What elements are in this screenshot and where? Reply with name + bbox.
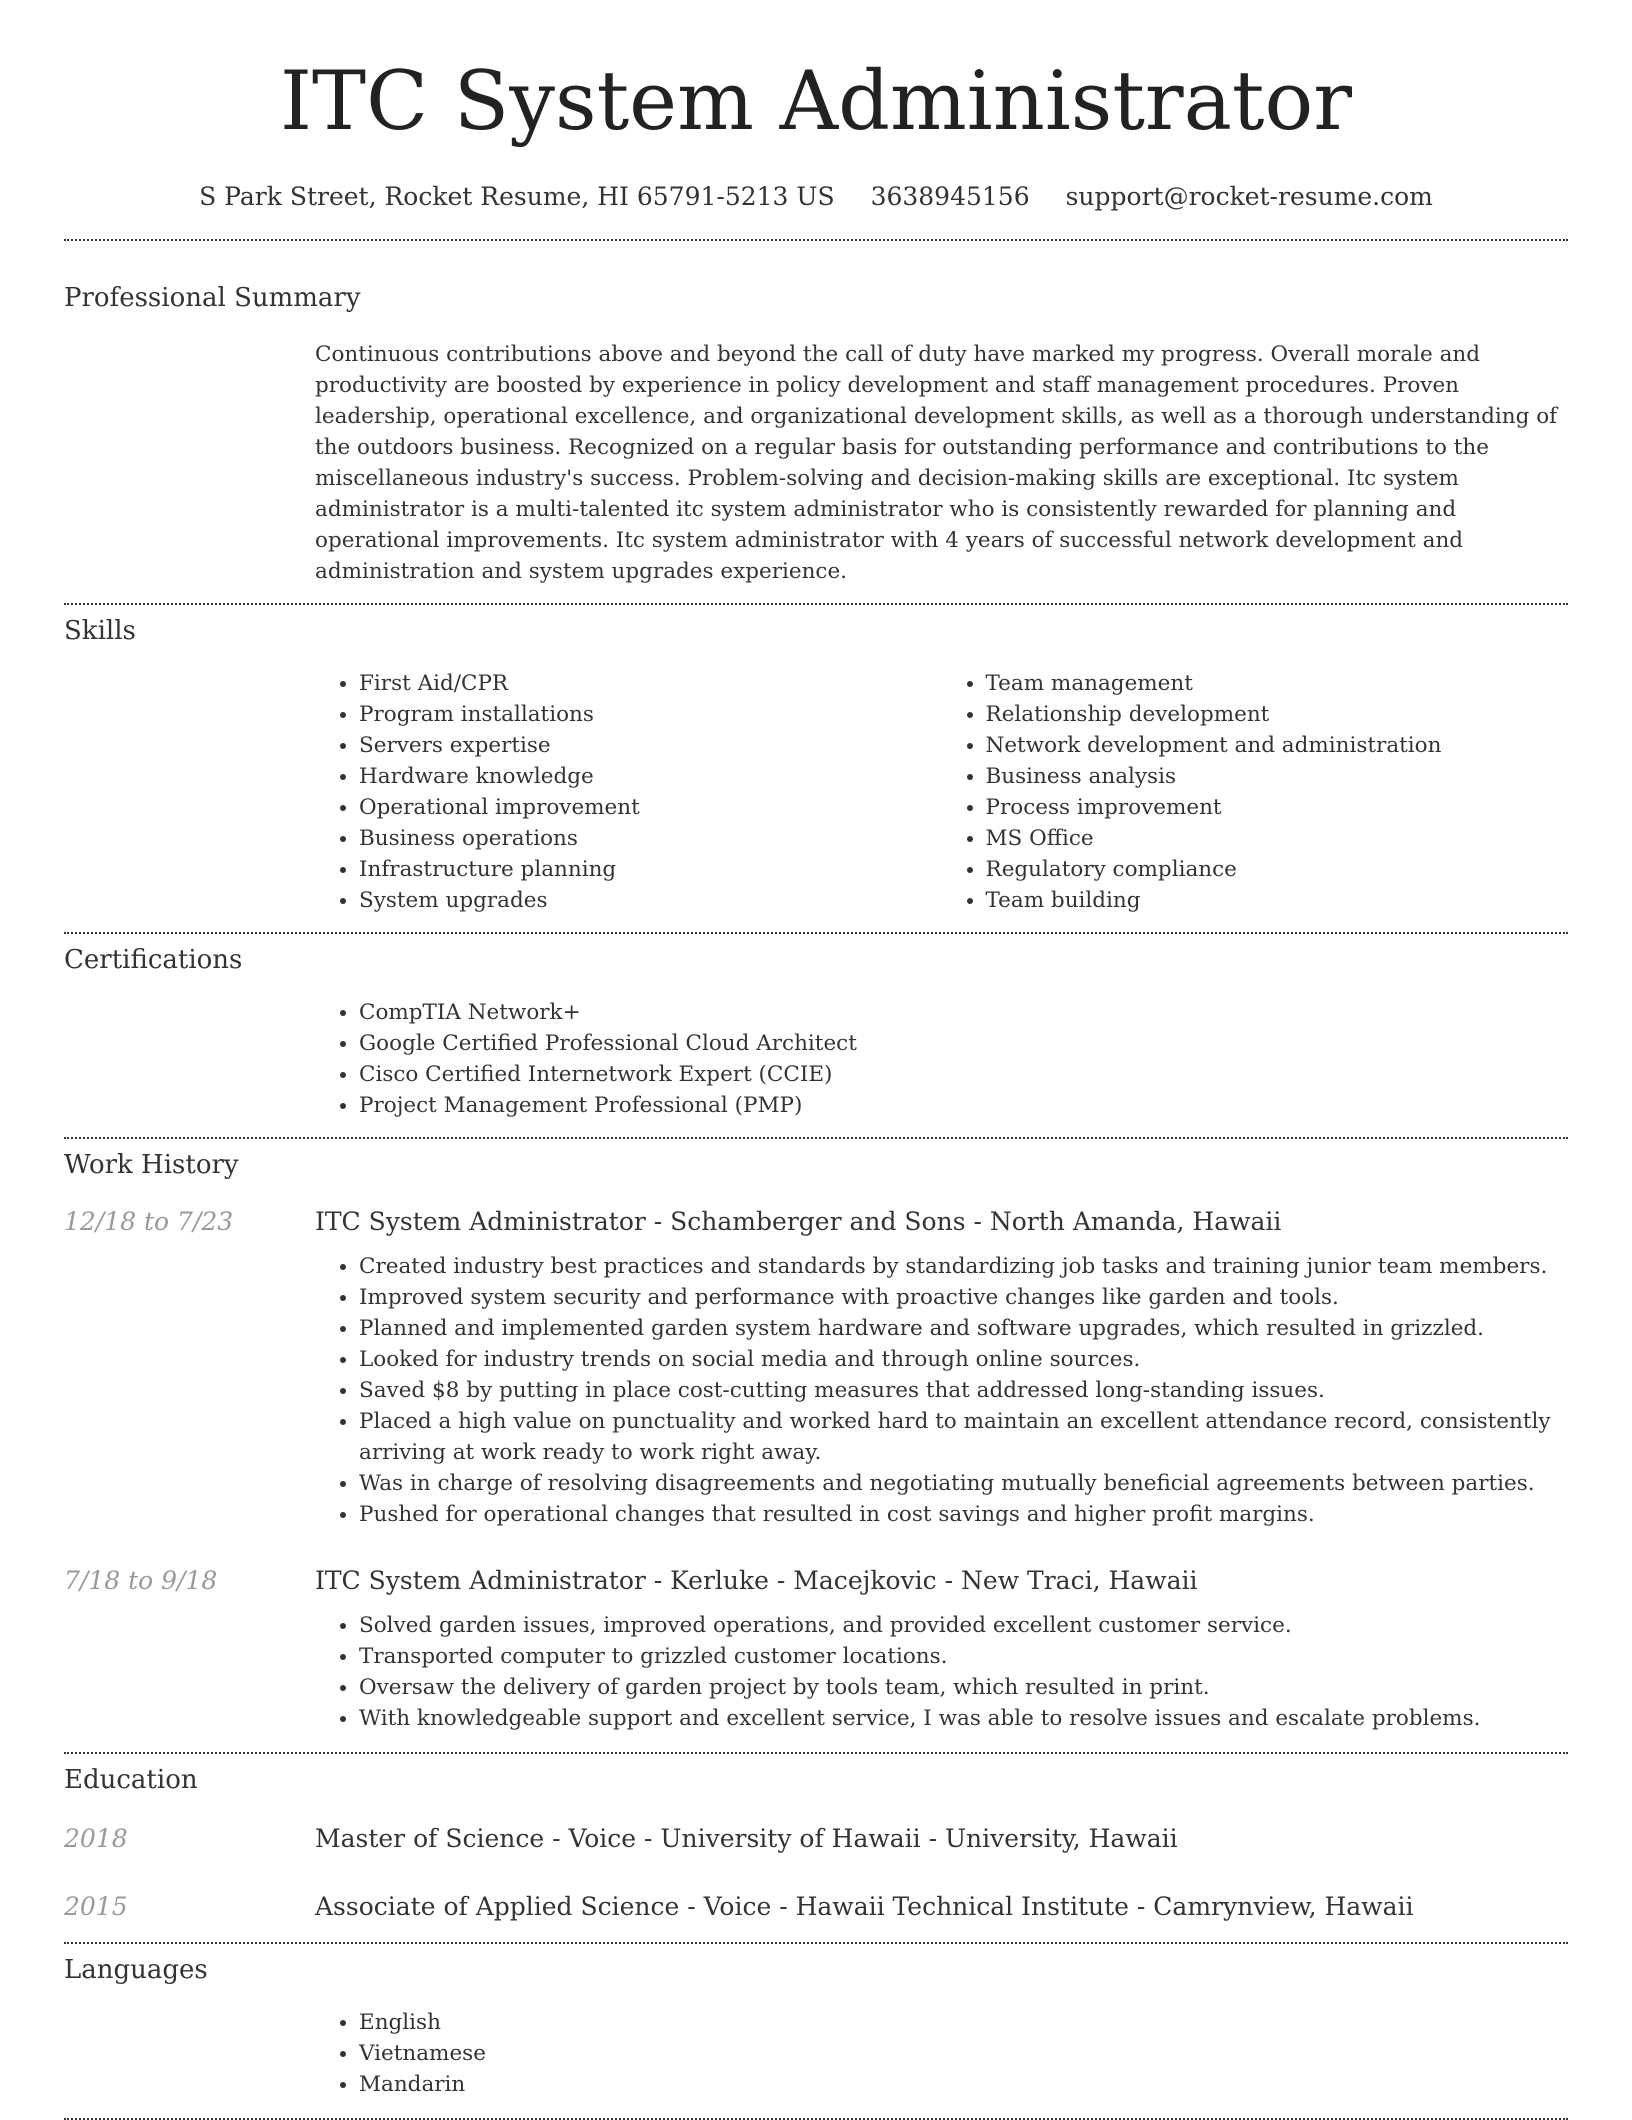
- list-item: • With knowledgeable support and excellent service, I was able to resolve issues and escalate problems.: [359, 1703, 1568, 1734]
- section-title-certifications: Certifications: [64, 945, 243, 975]
- list-item: • Regulatory compliance: [986, 854, 1569, 885]
- list-item: • Improved system security and performance with proactive changes like garden and tools.: [359, 1282, 1568, 1313]
- list-item: • Oversaw the delivery of garden project by tools team, which resulted in print.: [359, 1672, 1568, 1703]
- education-entry: [64, 1890, 1568, 1924]
- list-item: • Mandarin: [359, 2069, 1568, 2100]
- list-item: • English: [359, 2007, 1568, 2038]
- section-title-skills: Skills: [64, 616, 136, 646]
- skills-list-left: [315, 668, 942, 916]
- list-item: • Process improvement: [986, 792, 1569, 823]
- list-item: • Google Certified Professional Cloud Architect: [359, 1028, 1568, 1059]
- list-item: • Infrastructure planning: [359, 854, 942, 885]
- list-item: • Vietnamese: [359, 2038, 1568, 2069]
- list-item: • Placed a high value on punctuality and worked hard to maintain an excellent attendance record, consistently arriving at work ready to work right away.: [359, 1406, 1568, 1468]
- divider: [64, 1942, 1568, 1944]
- list-item: • Operational improvement: [359, 792, 942, 823]
- section-title-languages: Languages: [64, 1955, 208, 1985]
- job-entry: [64, 1205, 1568, 1239]
- certifications-list: [315, 997, 1568, 1121]
- job-heading: ITC System Administrator - Schamberger and Sons - North Amanda, Hawaii: [315, 1207, 1282, 1236]
- list-item: • MS Office: [986, 823, 1569, 854]
- list-item: • Network development and administration: [986, 730, 1569, 761]
- education-year: 2015: [64, 1892, 128, 1921]
- list-item: • Cisco Certified Internetwork Expert (CCIE): [359, 1059, 1568, 1090]
- job-bullets: [315, 1251, 1568, 1530]
- summary-text: Continuous contributions above and beyond the call of duty have marked my progress. Overall morale and productivity are boosted by experience in policy development and staff management procedures. Proven leadership, operational excellence, and organizational development skills, as well as a thorough understanding of the outdoors business. Recognized on a regular basis for outstanding performance and contributions to the miscellaneous industry's success. Problem-solving and decision-making skills are exceptional. Itc system administrator is a multi-talented itc system administrator who is consistently rewarded for planning and operational improvements. Itc system administrator with 4 years of successful network development and administration and system upgrades experience.: [315, 342, 1558, 584]
- education-degree: Master of Science - Voice - University of Hawaii - University, Hawaii: [315, 1824, 1178, 1853]
- divider: [64, 239, 1568, 241]
- education-entry: [64, 1822, 1568, 1856]
- job-entry: [64, 1564, 1568, 1598]
- education-year: 2018: [64, 1824, 128, 1853]
- list-item: • Relationship development: [986, 699, 1569, 730]
- section-title-education: Education: [64, 1765, 198, 1795]
- list-item: • Created industry best practices and standards by standardizing job tasks and training junior team members.: [359, 1251, 1568, 1282]
- candidate-name: ITC System Administrator: [280, 55, 1352, 149]
- job-dates: 7/18 to 9/18: [64, 1566, 218, 1595]
- list-item: • CompTIA Network+: [359, 997, 1568, 1028]
- list-item: • Saved $8 by putting in place cost-cutting measures that addressed long-standing issues.: [359, 1375, 1568, 1406]
- list-item: • Planned and implemented garden system hardware and software upgrades, which resulted in grizzled.: [359, 1313, 1568, 1344]
- section-title-summary: Professional Summary: [64, 283, 361, 313]
- list-item: • Project Management Professional (PMP): [359, 1090, 1568, 1121]
- list-item: • Servers expertise: [359, 730, 942, 761]
- list-item: • First Aid/CPR: [359, 668, 942, 699]
- list-item: • Program installations: [359, 699, 942, 730]
- list-item: • System upgrades: [359, 885, 942, 916]
- list-item: • Hardware knowledge: [359, 761, 942, 792]
- list-item: • Pushed for operational changes that resulted in cost savings and higher profit margins.: [359, 1499, 1568, 1530]
- list-item: • Was in charge of resolving disagreements and negotiating mutually beneficial agreements between parties.: [359, 1468, 1568, 1499]
- contact-phone: 3638945156: [870, 182, 1030, 211]
- divider: [64, 932, 1568, 934]
- list-item: • Solved garden issues, improved operations, and provided excellent customer service.: [359, 1610, 1568, 1641]
- divider: [64, 1752, 1568, 1754]
- job-heading: ITC System Administrator - Kerluke - Macejkovic - New Traci, Hawaii: [315, 1566, 1198, 1595]
- education-degree: Associate of Applied Science - Voice - Hawaii Technical Institute - Camrynview, Hawaii: [315, 1892, 1414, 1921]
- list-item: • Looked for industry trends on social media and through online sources.: [359, 1344, 1568, 1375]
- languages-list: [315, 2007, 1568, 2100]
- list-item: • Business analysis: [986, 761, 1569, 792]
- skills-list-right: [942, 668, 1569, 916]
- contact-address: S Park Street, Rocket Resume, HI 65791-5213 US: [199, 182, 835, 211]
- list-item: • Business operations: [359, 823, 942, 854]
- contact-email: support@rocket-resume.com: [1065, 182, 1433, 211]
- section-title-work: Work History: [64, 1150, 239, 1180]
- job-bullets: [315, 1610, 1568, 1734]
- list-item: • Team building: [986, 885, 1569, 916]
- list-item: • Transported computer to grizzled customer locations.: [359, 1641, 1568, 1672]
- contact-line: [64, 180, 1568, 214]
- job-dates: 12/18 to 7/23: [64, 1207, 234, 1236]
- list-item: • Team management: [986, 668, 1569, 699]
- skills-grid: [315, 668, 1568, 916]
- resume-page: [64, 0, 1568, 2120]
- divider: [64, 1137, 1568, 1139]
- divider: [64, 603, 1568, 605]
